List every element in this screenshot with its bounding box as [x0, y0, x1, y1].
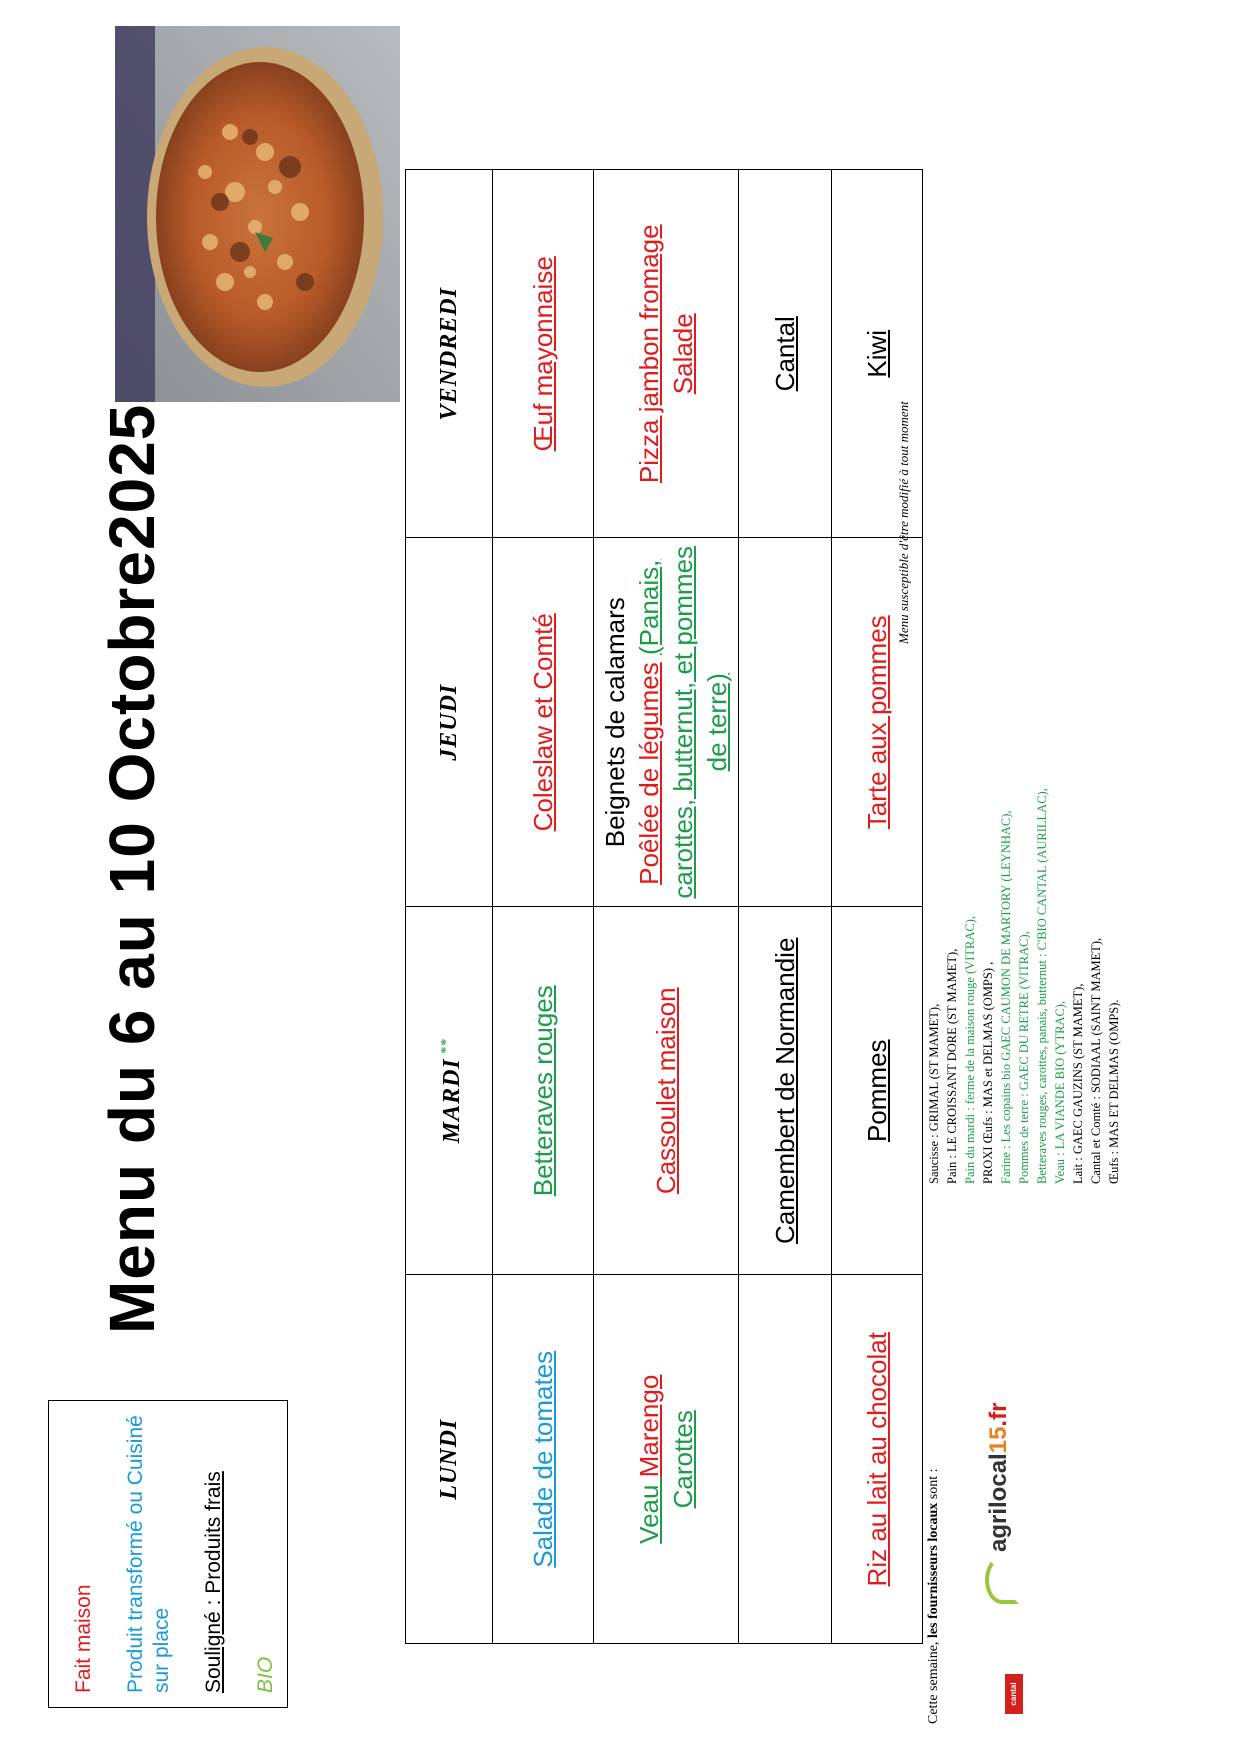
- supplier-line: Œufs : MAS ET DELMAS (OMPS).: [1107, 999, 1121, 1184]
- lundi-plat-1b: Marengo: [634, 1374, 664, 1478]
- day-header-mardi: [406, 907, 493, 1276]
- lundi-entree: Salade de tomates: [528, 1350, 558, 1568]
- suppliers-intro: [925, 1469, 943, 1725]
- cassoulet-photo-icon: [115, 26, 400, 402]
- jeudi-dessert: Tarte aux pommes: [862, 615, 892, 830]
- legend-produit-transforme: Produit transformé ou Cuisiné sur place: [124, 1415, 173, 1693]
- fromage-row: [739, 170, 832, 1644]
- day-header-lundi: LUNDI: [406, 1275, 493, 1644]
- vendredi-dessert: Kiwi: [862, 329, 892, 378]
- vendredi-entree: Œuf mayonnaise: [528, 256, 558, 452]
- day-header-vendredi: VENDREDI: [406, 170, 493, 539]
- mardi-entree: Betteraves rouges: [528, 985, 558, 1197]
- menu-cell: [594, 170, 739, 539]
- supplier-line: Veau : LA VIANDE BIO (YTRAC),: [1053, 1000, 1067, 1184]
- supplier-line: PROXI Œufs : MAS et DELMAS (OMPS) ,: [981, 961, 995, 1184]
- legend-box: [48, 1400, 288, 1708]
- menu-cell: [739, 1275, 832, 1644]
- lundi-plat-1a: Veau: [634, 1477, 664, 1544]
- suppliers-intro-1: Cette semaine,: [926, 1638, 941, 1724]
- supplier-line: Cantal et Comté : SODIAAL (SAINT MAMET),: [1089, 937, 1103, 1184]
- menu-cell: [493, 170, 594, 539]
- days-header-row: [406, 170, 493, 1644]
- suppliers-list: [925, 584, 1123, 1184]
- jeudi-entree: Coleslaw et Comté: [528, 613, 558, 832]
- mardi-marker: **: [438, 1038, 454, 1055]
- legend-fait-maison: Fait maison: [72, 1584, 95, 1693]
- plat-row: [594, 170, 739, 1644]
- supplier-line: Saucisse : GRIMAL (ST MAMET),: [927, 1003, 941, 1184]
- agrilocal-logo-text-1: agrilocal: [985, 1453, 1013, 1552]
- vendredi-plat-2: Salade: [668, 313, 698, 395]
- agrilocal-swoosh-icon: [985, 1556, 1019, 1604]
- vendredi-plat-1: Pizza jambon fromage: [634, 224, 664, 484]
- legend-souligne: Souligné : Produits frais: [202, 1471, 225, 1693]
- vendredi-fromage: Cantal: [770, 316, 800, 392]
- menu-cell: [493, 1275, 594, 1644]
- suppliers-intro-bold: les fournisseurs locaux: [926, 1502, 941, 1639]
- suppliers-intro-2: sont :: [926, 1468, 941, 1503]
- jeudi-plat-1: Beignets de calamars: [600, 597, 630, 848]
- supplier-line: Farine : Les copains bio GAEC CAUMON DE MARTORY (LEYNHAC),: [999, 810, 1013, 1184]
- supplier-line: Pommes de terre : GAEC DU RETRE (VITRAC),: [1017, 931, 1031, 1184]
- supplier-line: Pain du mardi : ferme de la maison rouge (VITRAC),: [963, 916, 977, 1184]
- menu-cell: [594, 907, 739, 1276]
- menu-note: Menu susceptible d'être modifié à tout moment: [896, 401, 911, 644]
- day-header-jeudi: JEUDI: [406, 538, 493, 907]
- agrilocal-logo-text-3: .fr: [985, 1402, 1013, 1427]
- entree-row: [493, 170, 594, 1644]
- menu-cell: [832, 1275, 923, 1644]
- supplier-line: Lait : GAEC GAUZINS (ST MAMET),: [1071, 983, 1085, 1184]
- legend-bio: BIO: [254, 1656, 277, 1693]
- mardi-dessert: Pommes: [862, 1039, 892, 1143]
- agrilocal-logo: [985, 1403, 1019, 1604]
- mardi-fromage: Camembert de Normandie: [770, 937, 800, 1244]
- lundi-plat-2: Carottes: [668, 1410, 698, 1509]
- jeudi-plat-2: Poêlée de légumes: [634, 662, 664, 885]
- menu-cell: [594, 1275, 739, 1644]
- menu-cell: [739, 170, 832, 539]
- page-title: Menu du 6 au 10 Octobre2025: [96, 403, 168, 1334]
- cantal-logo: cantal: [1005, 1674, 1023, 1714]
- dish-photo: [115, 26, 400, 402]
- menu-table: [405, 169, 923, 1644]
- menu-cell: [832, 907, 923, 1276]
- menu-cell: [739, 538, 832, 907]
- supplier-line: Betteraves rouges, carottes, panais, butternut : C'BIO CANTAL (AURILLAC),: [1035, 788, 1049, 1184]
- menu-cell: [739, 907, 832, 1276]
- lundi-dessert: Riz au lait au chocolat: [862, 1332, 892, 1587]
- jeudi-plat-3: (Panais, carottes, butternut, et pommes de terre): [634, 545, 732, 899]
- supplier-line: Pain : LE CROISSANT DORE (ST MAMET),: [945, 948, 959, 1184]
- dessert-row: [832, 170, 923, 1644]
- menu-cell: [493, 907, 594, 1276]
- menu-cell: [493, 538, 594, 907]
- menu-cell: [594, 538, 739, 907]
- agrilocal-logo-text-2: 15: [985, 1426, 1013, 1454]
- mardi-plat: Cassoulet maison: [651, 987, 681, 1195]
- day-header-mardi-label: MARDI: [438, 1058, 465, 1144]
